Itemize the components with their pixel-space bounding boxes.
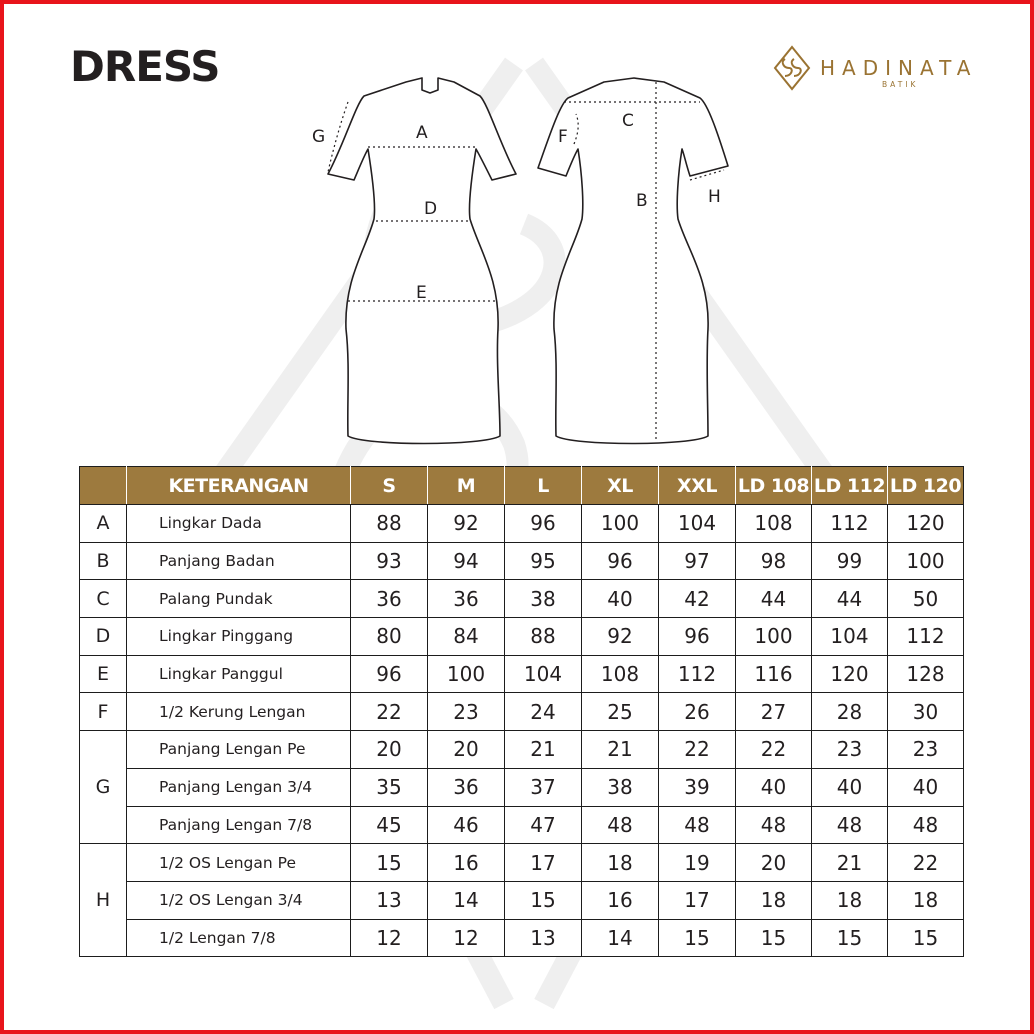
table-row bbox=[80, 806, 964, 844]
cell-value: 38 bbox=[582, 768, 659, 806]
cell-value: 42 bbox=[659, 580, 736, 618]
table-row bbox=[80, 731, 964, 769]
cell-value: 38 bbox=[505, 580, 582, 618]
table-row bbox=[80, 881, 964, 919]
dress-measurement-diagram bbox=[304, 74, 744, 454]
table-row bbox=[80, 768, 964, 806]
label-e: E bbox=[416, 283, 427, 303]
cell-value: 44 bbox=[812, 580, 888, 618]
cell-value: 15 bbox=[888, 919, 964, 957]
cell-value: 36 bbox=[351, 580, 428, 618]
cell-value: 20 bbox=[736, 844, 812, 882]
cell-value: 16 bbox=[428, 844, 505, 882]
row-label: Panjang Badan bbox=[127, 542, 351, 580]
row-code: B bbox=[80, 542, 127, 580]
cell-value: 14 bbox=[428, 881, 505, 919]
brand-emblem-icon bbox=[772, 44, 812, 92]
header-keterangan: KETERANGAN bbox=[127, 467, 351, 505]
table-row bbox=[80, 919, 964, 957]
cell-value: 88 bbox=[505, 618, 582, 656]
label-d: D bbox=[424, 199, 438, 219]
cell-value: 108 bbox=[582, 655, 659, 693]
cell-value: 22 bbox=[888, 844, 964, 882]
cell-value: 128 bbox=[888, 655, 964, 693]
row-label: 1/2 OS Lengan Pe bbox=[127, 844, 351, 882]
table-row bbox=[80, 618, 964, 656]
row-label: Lingkar Pinggang bbox=[127, 618, 351, 656]
cell-value: 47 bbox=[505, 806, 582, 844]
cell-value: 39 bbox=[659, 768, 736, 806]
cell-value: 100 bbox=[428, 655, 505, 693]
cell-value: 104 bbox=[812, 618, 888, 656]
cell-value: 17 bbox=[505, 844, 582, 882]
cell-value: 98 bbox=[736, 542, 812, 580]
row-label: Panjang Lengan Pe bbox=[127, 731, 351, 769]
row-label: Lingkar Panggul bbox=[127, 655, 351, 693]
row-code: H bbox=[80, 844, 127, 957]
label-g: G bbox=[312, 127, 326, 147]
label-c: C bbox=[622, 111, 634, 131]
row-label: Panjang Lengan 3/4 bbox=[127, 768, 351, 806]
header-size-l: L bbox=[505, 467, 582, 505]
label-f: F bbox=[558, 127, 568, 147]
cell-value: 22 bbox=[659, 731, 736, 769]
header-size-s: S bbox=[351, 467, 428, 505]
cell-value: 14 bbox=[582, 919, 659, 957]
cell-value: 20 bbox=[351, 731, 428, 769]
cell-value: 30 bbox=[888, 693, 964, 731]
cell-value: 15 bbox=[351, 844, 428, 882]
label-h: H bbox=[708, 187, 721, 207]
cell-value: 15 bbox=[659, 919, 736, 957]
cell-value: 84 bbox=[428, 618, 505, 656]
cell-value: 112 bbox=[659, 655, 736, 693]
cell-value: 50 bbox=[888, 580, 964, 618]
cell-value: 35 bbox=[351, 768, 428, 806]
cell-value: 97 bbox=[659, 542, 736, 580]
cell-value: 100 bbox=[582, 505, 659, 543]
cell-value: 48 bbox=[582, 806, 659, 844]
cell-value: 96 bbox=[659, 618, 736, 656]
cell-value: 15 bbox=[812, 919, 888, 957]
cell-value: 40 bbox=[888, 768, 964, 806]
header-size-ld120: LD 120 bbox=[888, 467, 964, 505]
cell-value: 28 bbox=[812, 693, 888, 731]
cell-value: 96 bbox=[582, 542, 659, 580]
cell-value: 18 bbox=[812, 881, 888, 919]
row-code: A bbox=[80, 505, 127, 543]
cell-value: 21 bbox=[582, 731, 659, 769]
cell-value: 108 bbox=[736, 505, 812, 543]
row-label: 1/2 Lengan 7/8 bbox=[127, 919, 351, 957]
cell-value: 100 bbox=[736, 618, 812, 656]
cell-value: 112 bbox=[888, 618, 964, 656]
cell-value: 104 bbox=[505, 655, 582, 693]
cell-value: 12 bbox=[428, 919, 505, 957]
cell-value: 100 bbox=[888, 542, 964, 580]
cell-value: 15 bbox=[736, 919, 812, 957]
cell-value: 23 bbox=[888, 731, 964, 769]
cell-value: 88 bbox=[351, 505, 428, 543]
cell-value: 40 bbox=[582, 580, 659, 618]
cell-value: 48 bbox=[888, 806, 964, 844]
header-size-xxl: XXL bbox=[659, 467, 736, 505]
label-b: B bbox=[636, 191, 648, 211]
row-code: C bbox=[80, 580, 127, 618]
header-size-ld108: LD 108 bbox=[736, 467, 812, 505]
row-label: Panjang Lengan 7/8 bbox=[127, 806, 351, 844]
cell-value: 13 bbox=[505, 919, 582, 957]
row-code: G bbox=[80, 731, 127, 844]
cell-value: 36 bbox=[428, 580, 505, 618]
cell-value: 120 bbox=[812, 655, 888, 693]
cell-value: 16 bbox=[582, 881, 659, 919]
cell-value: 116 bbox=[736, 655, 812, 693]
header-code bbox=[80, 467, 127, 505]
cell-value: 92 bbox=[428, 505, 505, 543]
brand-subname: BATIK bbox=[882, 80, 919, 89]
cell-value: 15 bbox=[505, 881, 582, 919]
brand-name: HADINATA bbox=[820, 56, 978, 80]
cell-value: 80 bbox=[351, 618, 428, 656]
table-row bbox=[80, 655, 964, 693]
cell-value: 23 bbox=[428, 693, 505, 731]
cell-value: 18 bbox=[736, 881, 812, 919]
cell-value: 25 bbox=[582, 693, 659, 731]
cell-value: 48 bbox=[812, 806, 888, 844]
table-row bbox=[80, 580, 964, 618]
row-code: E bbox=[80, 655, 127, 693]
cell-value: 27 bbox=[736, 693, 812, 731]
cell-value: 112 bbox=[812, 505, 888, 543]
cell-value: 95 bbox=[505, 542, 582, 580]
cell-value: 12 bbox=[351, 919, 428, 957]
cell-value: 40 bbox=[736, 768, 812, 806]
cell-value: 48 bbox=[659, 806, 736, 844]
header-size-xl: XL bbox=[582, 467, 659, 505]
row-label: 1/2 Kerung Lengan bbox=[127, 693, 351, 731]
cell-value: 37 bbox=[505, 768, 582, 806]
table-row bbox=[80, 542, 964, 580]
cell-value: 92 bbox=[582, 618, 659, 656]
table-header-row bbox=[80, 467, 964, 505]
cell-value: 94 bbox=[428, 542, 505, 580]
table-row bbox=[80, 693, 964, 731]
cell-value: 22 bbox=[351, 693, 428, 731]
cell-value: 21 bbox=[505, 731, 582, 769]
label-a: A bbox=[416, 123, 428, 143]
cell-value: 96 bbox=[505, 505, 582, 543]
cell-value: 20 bbox=[428, 731, 505, 769]
cell-value: 22 bbox=[736, 731, 812, 769]
table-row bbox=[80, 505, 964, 543]
cell-value: 24 bbox=[505, 693, 582, 731]
cell-value: 18 bbox=[582, 844, 659, 882]
cell-value: 21 bbox=[812, 844, 888, 882]
cell-value: 93 bbox=[351, 542, 428, 580]
row-label: Lingkar Dada bbox=[127, 505, 351, 543]
cell-value: 13 bbox=[351, 881, 428, 919]
cell-value: 104 bbox=[659, 505, 736, 543]
cell-value: 44 bbox=[736, 580, 812, 618]
row-code: F bbox=[80, 693, 127, 731]
header-size-ld112: LD 112 bbox=[812, 467, 888, 505]
cell-value: 18 bbox=[888, 881, 964, 919]
row-label: 1/2 OS Lengan 3/4 bbox=[127, 881, 351, 919]
cell-value: 26 bbox=[659, 693, 736, 731]
cell-value: 40 bbox=[812, 768, 888, 806]
cell-value: 19 bbox=[659, 844, 736, 882]
cell-value: 99 bbox=[812, 542, 888, 580]
row-code: D bbox=[80, 618, 127, 656]
cell-value: 36 bbox=[428, 768, 505, 806]
table-row bbox=[80, 844, 964, 882]
row-label: Palang Pundak bbox=[127, 580, 351, 618]
cell-value: 46 bbox=[428, 806, 505, 844]
cell-value: 17 bbox=[659, 881, 736, 919]
header-size-m: M bbox=[428, 467, 505, 505]
size-chart-table bbox=[79, 466, 964, 957]
cell-value: 96 bbox=[351, 655, 428, 693]
cell-value: 45 bbox=[351, 806, 428, 844]
brand-logo bbox=[772, 44, 987, 92]
cell-value: 48 bbox=[736, 806, 812, 844]
page-title: DRESS bbox=[70, 42, 220, 91]
cell-value: 23 bbox=[812, 731, 888, 769]
cell-value: 120 bbox=[888, 505, 964, 543]
